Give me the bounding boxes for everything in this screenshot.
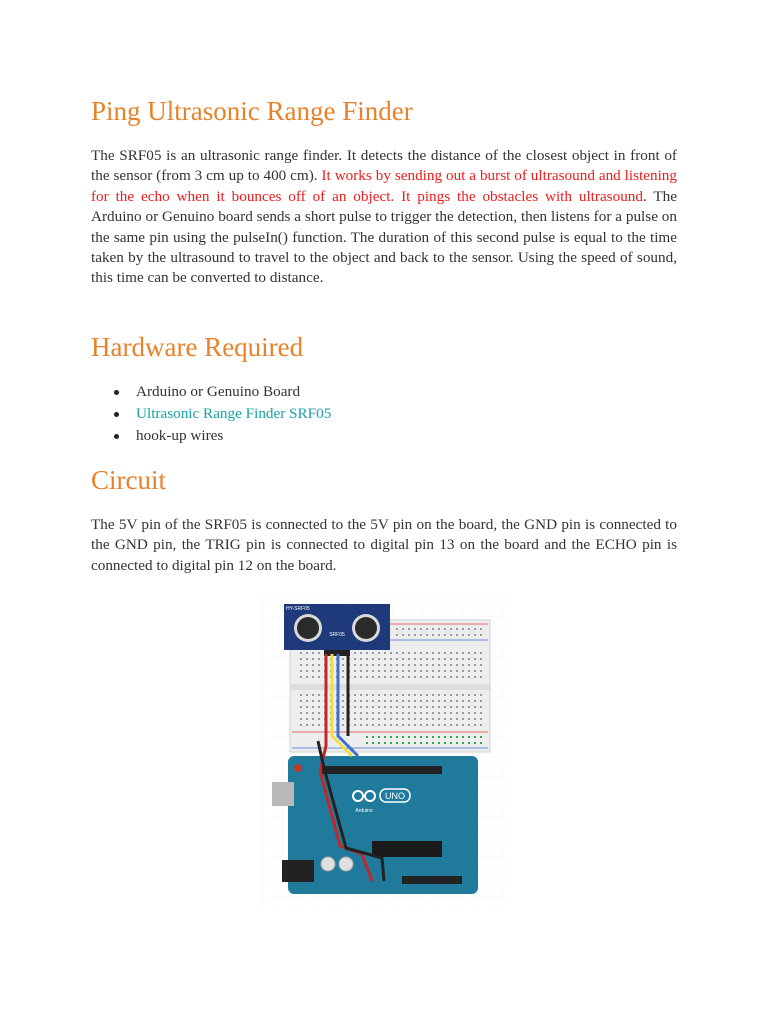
list-item-board: Arduino or Genuino Board [112, 381, 331, 403]
sensor-chip: SRF05 [329, 632, 345, 638]
circuit-paragraph: The 5V pin of the SRF05 is connected to the 5V pin on the board, the GND pin is connected to the GND pin, the TRIG pin is connected to digital pin 13 on the board and the ECHO pin is connected to digital pin 12 on the board. [91, 516, 677, 574]
srf05-sensor [284, 604, 390, 656]
board-brand: Arduino [355, 808, 373, 814]
hardware-list [112, 381, 331, 447]
sensor-label: HY-SRF05 [286, 606, 310, 612]
power-jack [282, 860, 314, 882]
board-label: UNO [385, 791, 405, 801]
link-srf05[interactable]: Ultrasonic Range Finder SRF05 [112, 403, 331, 425]
list-item-wires: hook-up wires [112, 425, 331, 447]
microcontroller [372, 841, 442, 857]
page-title: Ping Ultrasonic Range Finder [91, 96, 413, 126]
circuit-diagram [262, 596, 506, 906]
intro-text-2: . The Arduino or Genuino board sends a short pulse to trigger the detection, then listens for a pulse on the same pin using the pulseIn() function. The duration of this second pulse is equal to the time taken by the ultrasound to travel to the object and back to the sensor. Using the speed of sound, this time can be converted to distance. [91, 187, 677, 287]
intro-text-1: The SRF05 is an ultrasonic range finder. It detects the distance of the closest object in front of the sensor (from 3 cm up to 400 cm). [91, 147, 677, 185]
intro-paragraph [91, 146, 677, 289]
intro-highlight: It works by sending out a burst of ultrasound and listening for the echo when it bounces off of an object. It pings the obstacles with ultrasound [91, 167, 677, 205]
arduino-board [272, 756, 478, 894]
usb-port [272, 782, 294, 806]
digital-header [322, 766, 442, 774]
circuit-heading: Circuit [91, 465, 166, 495]
hardware-heading: Hardware Required [91, 332, 304, 362]
analog-header [402, 876, 462, 884]
